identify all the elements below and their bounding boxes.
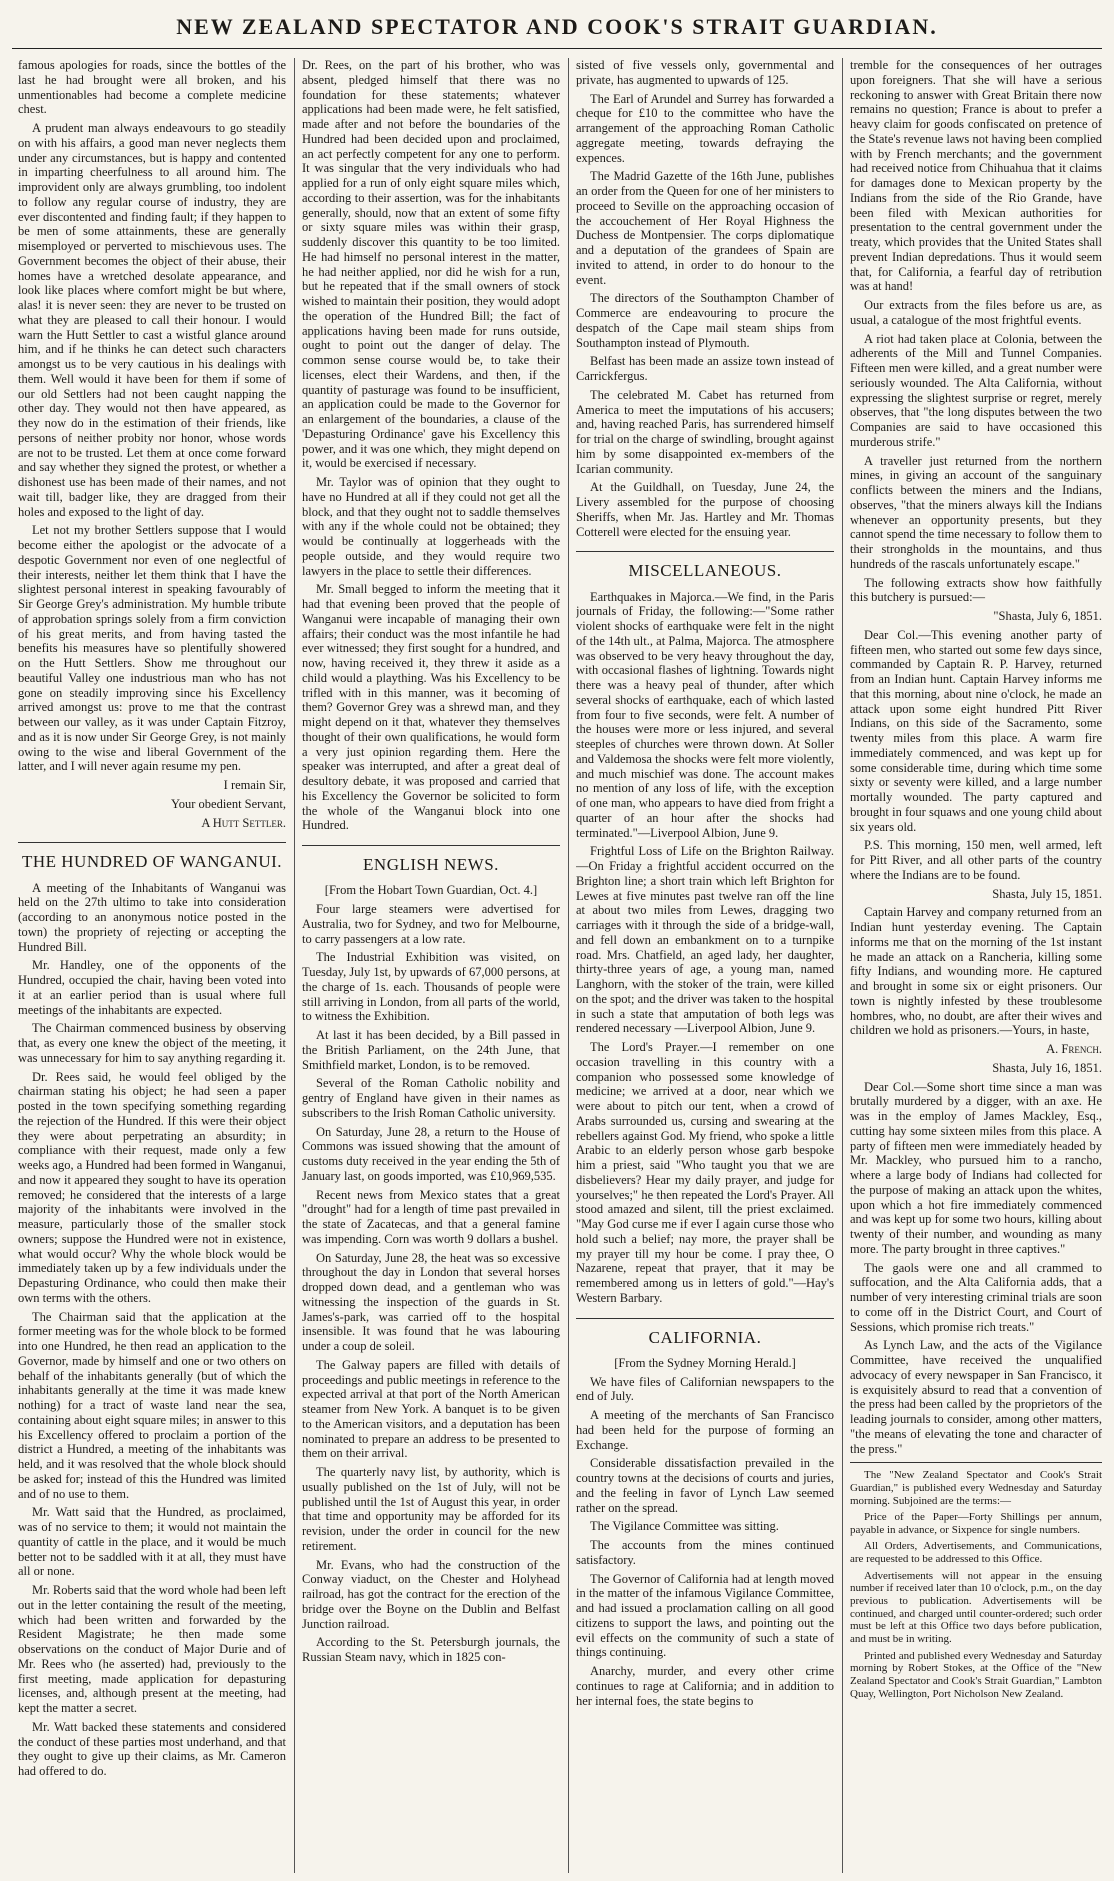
section-heading: ENGLISH NEWS.	[302, 845, 560, 875]
paragraph: Belfast has been made an assize town instead of Carrickfergus.	[576, 354, 834, 383]
paragraph: tremble for the consequences of her outrages upon foreigners. That she will have a serious reckoning to answer with Great Britain there now remains no question; France is about to prefer a heavy claim for goods confiscated on pretence of the State's revenue laws not having been complied with by French merchants; and the government had received notice from Chihuahua that it claims for damages done to Mexican property by the Indians from the side of the Rio Grande, have been filed with Mexican authorities for presentation to the central government under the treaty, which provides that the United States shall prevent Indian depredations. Thus it would seem that, for California, a fearful day of retribution was at hand!	[850, 58, 1102, 294]
paragraph: Dear Col.—Some short time since a man was brutally murdered by a digger, with an axe. He was in the employ of James Mackley, Esq., cutting hay some sixteen miles from this place. A party of fifteen men were immediately headed by Mr. Mackley, who pursued him to a rancho, where a large body of Indians had collected for the purpose of making an attack upon the whites, upon which a hot fire immediately commenced and was kept up for some two hours, killing about twenty of their number, and wounding as many more. The party brought in three captives."	[850, 1079, 1102, 1256]
paragraph: Dear Col.—This evening another party of fifteen men, who started out some few days since, commanded by Captain R. P. Harvey, returned from an Indian hunt. Captain Harvey informs me that this morning, about nine o'clock, he made an attack upon some eight hundred Pitt River Indians, on this side of the Sacramento, some twenty miles from this place. A warm fire immediately commenced, and was kept up for some considerable time, during which time some sixty or seventy were killed, and a large number mortally wounded. The party captured and brought in four squaws and one young child about six years old.	[850, 627, 1102, 834]
paragraph: A meeting of the merchants of San Francisco had been held for the purpose of forming an Exchange.	[576, 1408, 834, 1452]
masthead: NEW ZEALAND SPECTATOR AND COOK'S STRAIT GUARDIAN.	[176, 14, 938, 39]
paragraph: At last it has been decided, by a Bill passed in the British Parliament, on the 24th June, that Smithfield market, London, is to be removed.	[302, 1028, 560, 1072]
column-rule-2	[568, 58, 569, 1873]
column-rule-3	[842, 58, 843, 1873]
dateline: Shasta, July 15, 1851.	[992, 886, 1102, 901]
paragraph: We have files of Californian newspapers to the end of July.	[576, 1374, 834, 1404]
paragraph: On Saturday, June 28, a return to the House of Commons was issued showing that the amount of customs duty received in the year ending the 5th of January last, on goods imported, was £10,969,535.	[302, 1124, 560, 1183]
paragraph: The Galway papers are filled with details of proceedings and public meetings in reference to the expected arrival at that port of the North American steamer from New York. A banquet is to be given to the American visitors, and a deputation has been nominated to prepare an address to be presented to them on their arrival.	[302, 1357, 560, 1461]
column-3	[576, 58, 834, 1873]
letter-closing: Your obedient Servant,	[170, 796, 286, 811]
paragraph: Dr. Rees, on the part of his brother, who was absent, pledged himself that there was no foundation for these statements; whatever applications had been made were, he felt satisfied, made after and not before the boundaries of the Hundred had been decided upon and proclaimed, an act perfectly competent for any one to perform. It was singular that the very individuals who had applied for a run of only eight square miles which, according to their assertion, was for the inhabitants generally, should, now that an extent of some fifty or sixty square miles was within their grasp, suddenly discover this quantity to be too limited. He had himself no personal interest in the matter, he had neither applied, nor did he wish for a run, but he repeated that if the small owners of stock wished to maintain their position, they would adopt the operation of the Hundred Bill; the fact of applications having been made for runs outside, ought to point out the danger of delay. The common sense course would be, to take their licenses, elect their Wardens, and then, if the quantity of pasturage was found to be insufficient, an application could be made to the Governor for an enlargement of the boundaries, a clause of the 'Depasturing Ordinance' gave his Excellency this power, and it was one which, they might depend on it, would be exercised if necessary.	[302, 58, 560, 471]
column-4	[850, 58, 1102, 1873]
source-line: [From the Sydney Morning Herald.]	[614, 1355, 796, 1370]
column-1	[18, 58, 286, 1873]
paragraph: Mr. Small begged to inform the meeting that it had that evening been proved that the people of Wanganui were incapable of managing their own affairs; their conduct was the most infantile he had ever witnessed; they first sought for a hundred, and now, having received it, they threw it aside as a child would a plaything. Was his Excellency to be trifled with in this manner, was it becoming of them? Governor Grey was a shrewd man, and they might depend on it that, whatever they themselves thought of their own qualifications, he would form a very just opinion regarding them. Here the speaker was interrupted, and after a great deal of desultory debate, it was proposed and carried that his Excellency the Governor be solicited to form the whole of the Wanganui block into one Hundred.	[302, 582, 560, 833]
paragraph: Dr. Rees said, he would feel obliged by the chairman stating his object; he had seen a paper posted in the town specifying something regarding the rejection of the Hundred. If this were their object they were about perpetrating an absurdity; in compliance with their request, made only a few weeks ago, a Hundred had been formed in Wanganui, and now it appeared they sought to have its operation removed; he considered that the interests of a large majority of the inhabitants were involved in the measure, particularly those of the smaller stock owners; suppose the Hundred were not in existence, what would occur? Why the whole block would be immediately taken up by a few individuals under the Depasturing Ordinance, who could then make their own terms with the others.	[18, 1069, 286, 1305]
imprint-line: All Orders, Advertisements, and Communications, are requested to be addressed to this Office.	[850, 1540, 1102, 1566]
paragraph: The Earl of Arundel and Surrey has forwarded a cheque for £10 to the committee who have the arrangement of the approaching Roman Catholic aggregate meeting, towards defraying the expences.	[576, 91, 834, 165]
paragraph: As Lynch Law, and the acts of the Vigilance Committee, have received the unqualified advocacy of every newspaper in San Francisco, it is exquisitely absurd to read that a convention of the press had been called by the proprietors of the leading journals to consider, among other matters, "the means of elevating the tone and character of the press."	[850, 1338, 1102, 1456]
paragraph: A meeting of the Inhabitants of Wanganui was held on the 27th ultimo to take into consideration (according to an anonymous notice posted in the town) the propriety of rejecting or accepting the Hundred Bill.	[18, 880, 286, 954]
section-heading: THE HUNDRED OF WANGANUI.	[18, 842, 286, 872]
paragraph: Mr. Handley, one of the opponents of the Hundred, occupied the chair, having been voted into it at an earlier period than is usual where full meetings of the inhabitants are expected.	[18, 958, 286, 1017]
paragraph: Mr. Roberts said that the word whole had been left out in the letter containing the result of the meeting, which had been written and forwarded by the Resident Magistrate; he then made some observations on the conduct of Major Durie and of Mr. Rees who (he asserted) had, previously to the first meeting, made application for depasturing licenses, and, although present at the meeting, had kept the matter a secret.	[18, 1583, 286, 1715]
publication-imprint	[850, 1462, 1102, 1700]
letter-closing: I remain Sir,	[223, 778, 286, 792]
masthead-rule	[12, 48, 1102, 49]
column-2	[302, 58, 560, 1873]
paragraph: The celebrated M. Cabet has returned from America to meet the imputations of his accusers; and, having reached Paris, has surrendered himself for trial on the charge of swindling, brought against him by some disappointed ex-members of the Icarian community.	[576, 387, 834, 476]
paragraph: The Madrid Gazette of the 16th June, publishes an order from the Queen for one of her ministers to proceed to Seville on the approaching occasion of the accouchement of Her Royal Highness the Duchess de Montpensier. The corps diplomatique and a deputation of the grandees of Spain are invited to attend, in order to do honour to the event.	[576, 169, 834, 287]
paragraph: Mr. Taylor was of opinion that they ought to have no Hundred at all if they could not get all the block, and that they ought not to saddle themselves with any if the whole could not be obtained; they would be continually at loggerheads with the people outside, and they would require two lawyers in the place to settle their differences.	[302, 475, 560, 578]
paragraph: At the Guildhall, on Tuesday, June 24, the Livery assembled for the purpose of choosing Sheriffs, when Mr. Jas. Hartley and Mr. Thomas Cotterell were elected for the ensuing year.	[576, 480, 834, 539]
paragraph: Several of the Roman Catholic nobility and gentry of England have given in their names as subscribers to the Irish Roman Catholic university.	[302, 1076, 560, 1120]
paragraph: A traveller just returned from the northern mines, in giving an account of the sanguinary conflicts between the miners and the Indians, observes, "that the miners always kill the Indians whenever an opportunity presents, but they cannot spend the time necessary to follow them to their strongholds in the mountains, and thus hundreds of the rascals unfortunately escape."	[850, 453, 1102, 571]
paragraph: Mr. Evans, who had the construction of the Conway viaduct, on the Chester and Holyhead railroad, has got the contract for the erection of the bridge over the Boyne on the Dublin and Belfast Junction railroad.	[302, 1557, 560, 1631]
paragraph: A riot had taken place at Colonia, between the adherents of the Mill and Tunnel Companies. Fifteen men were killed, and a great number were seriously wounded. The Alta California, without expressing the slightest surprise or regret, merely observes, that "the long disputes between the two Companies are said to have occasioned this murderous strife."	[850, 331, 1102, 449]
section-heading: MISCELLANEOUS.	[576, 551, 834, 581]
paragraph: Considerable dissatisfaction prevailed in the country towns at the decisions of courts and juries, and the feeling in favor of Lynch Law seemed rather on the spread.	[576, 1456, 834, 1515]
source-line: [From the Hobart Town Guardian, Oct. 4.]	[324, 883, 538, 898]
imprint-line: The "New Zealand Spectator and Cook's Strait Guardian," is published every Wednesday and Saturday morning. Subjoined are the terms:—	[850, 1469, 1102, 1507]
paragraph: Recent news from Mexico states that a great "drought" had for a length of time past prevailed in the state of Zacatecas, and that a general famine was impending. Corn was worth 9 dollars a bushel.	[302, 1187, 560, 1246]
paragraph: The Chairman said that the application at the former meeting was for the whole block to be formed into one Hundred, he then read an application to the Governor, made by himself and one or two others on behalf of the inhabitants generally (but of which the inhabitants generally at the time it was made knew nothing) for a tract of waste land near the sea, containing about eight square miles; in answer to this his Excellency offered to proclaim a portion of the district a Hundred, a meeting of the inhabitants was held, and it was resolved that the whole block should be asked for; instead of this the Hundred was limited and of no use to them.	[18, 1309, 286, 1501]
letter-signature: A. French.	[1046, 1042, 1102, 1056]
paragraph: P.S. This morning, 150 men, well armed, left for Pitt River, and all other parts of the country where the Indians are to be found.	[850, 838, 1102, 882]
paragraph: Earthquakes in Majorca.—We find, in the Paris journals of Friday, the following:—"Some rather violent shocks of earthquake were felt in the night of the 14th ult., at Palma, Majorca. The atmosphere was observed to be very heavy throughout the day, with occasional flashes of lightning. Towards night there was a heavy peal of thunder, after which several shocks of earthquake, each of which lasted from four to five seconds, were felt. A number of the houses were more or less injured, and several steeples of churches were thrown down. At Soller and Valdemosa the shocks were felt more violently, and much mischief was done. The account makes no mention of any loss of life, with the exception of one man, who appears to have died from fright a quarter of an hour after the shocks had terminated."—Liverpool Albion, June 9.	[576, 589, 834, 840]
paragraph: Frightful Loss of Life on the Brighton Railway.—On Friday a frightful accident occurred on the Brighton line; a short train which left Brighton for Lewes at five minutes past twelve ran off the line at about two miles from Lewes, dragging two carriages with it through the side of a bridge-wall, and fell down an embankment on to a turnpike road. Mrs. Chatfield, an aged lady, her daughter, thirty-three years of age, a young man, named Langhorn, with the stoker of the train, were killed on the spot; and the driver was taken to the hospital in such a state that amputation of both legs was rendered necessary —Liverpool Albion, June 9.	[576, 844, 834, 1036]
paragraph: sisted of five vessels only, governmental and private, has augmented to upwards of 125.	[576, 58, 834, 87]
paragraph: The directors of the Southampton Chamber of Commerce are endeavouring to procure the despatch of the Cape mail steam ships from Southampton instead of Plymouth.	[576, 291, 834, 350]
paragraph: Captain Harvey and company returned from an Indian hunt yesterday evening. The Captain informs me that on the morning of the 1st instant he made an attack on a Rancheria, killing some fifty Indians, and wounding more. He captured and brought in some six or eight prisoners. Our town is nightly infested by these troublesome hombres, who, no doubt, are after their wives and children we hold as prisoners.—Yours, in haste,	[850, 905, 1102, 1038]
paragraph: Our extracts from the files before us are, as usual, a catalogue of the most frightful events.	[850, 298, 1102, 327]
paragraph: Mr. Watt said that the Hundred, as proclaimed, was of no service to them; it would not maintain the quantity of cattle in the place, and it would be much better not to be saddled with it at all, they must have all or none.	[18, 1505, 286, 1579]
paragraph: The Industrial Exhibition was visited, on Tuesday, July 1st, by upwards of 67,000 persons, at the charge of 1s. each. Thousands of people were still arriving in London, from all parts of the world, to witness the Exhibition.	[302, 950, 560, 1024]
paragraph: According to the St. Petersburgh journals, the Russian Steam navy, which in 1825 con-	[302, 1635, 560, 1664]
paragraph: The Lord's Prayer.—I remember on one occasion travelling in this country with a companion who possessed some knowledge of medicine; we arrived at a door, near which we were about to pitch our tent, when a crowd of Arabs surrounded us, cursing and swearing at the rebellers against God. My friend, who spoke a little Arabic to an elderly person whose garb bespoke him a priest, said "Who taught you that we are disbelievers? Hear my daily prayer, and judge for yourselves;" he then repeated the Lord's Prayer. All stood amazed and silent, till the priest exclaimed. "May God curse me if ever I again curse those who hold such a belief; nay more, the prayer shall be my prayer till my hour be come. I pray thee, O Nazarene, repeat that prayer, that it may be remembered among us in letters of gold."—Hay's Western Barbary.	[576, 1040, 834, 1305]
imprint-line: Advertisements will not appear in the ensuing number if received later than 10 o'clock, p.m., on the day previous to publication. Advertisements will be continued, and charged until counter-ordered; such order must be left at this Office two days before publication, and must be in writing.	[850, 1569, 1102, 1645]
paragraph: Anarchy, murder, and every other crime continues to rage at California; and in addition to her internal foes, the state begins to	[576, 1664, 834, 1708]
section-heading: CALIFORNIA.	[576, 1318, 834, 1348]
paragraph: A prudent man always endeavours to go steadily on with his affairs, a good man never neglects them under any circumstances, but is happy and contented in imparting cheerfulness to all around him. The improvident only are always grumbling, too indolent to follow any regular course of industry, they are ever discontented and finding fault; if they happen to be men of some attainments, these are generally misemployed or perverted to mischievous uses. The Government becomes the object of their abuse, their homes have a wretched desolate appearance, and look like places where comfort might be but where, alas! it is never seen: they are never to be trusted on what they are pleased to call their honour. I would warn the Hutt Settler to cast a wistful glance around him, and if he thinks he can detect such characters amongst us to be very cautious in his dealings with them. Well would it have been for them if some of our old Settlers had not been caught napping the other day. They would not then have appeared, as they now do in the estimation of their friends, like persons of neither probity nor honor, whose words are not to be trusted. Let them at once come forward and say whether they signed the protest, or whether a dishonest use has been made of their names, and not wait till, badger like, they are dragged from their holes and exposed to the light of day.	[18, 121, 286, 519]
paragraph: The quarterly navy list, by authority, which is usually published on the 1st of July, will not be published until the 1st of August this year, in order that time and opportunity may be afforded for its revision, under the order in council for the new retirement.	[302, 1465, 560, 1553]
paragraph: The Chairman commenced business by observing that, as every one knew the object of the meeting, it was unnecessary for him to say anything regarding it.	[18, 1021, 286, 1065]
dateline: Shasta, July 16, 1851.	[992, 1060, 1102, 1075]
dateline: "Shasta, July 6, 1851.	[993, 609, 1102, 623]
paragraph: Let not my brother Settlers suppose that I would become either the apologist or the advocate of a despotic Government nor even of one neglectful of their interests, neither let them think that I have the slightest personal interest in speaking favourably of Sir George Grey's administration. My humble tribute of approbation springs solely from a firm conviction of his great merits, and from having tasted the benefits his measures have so plentifully showered on the Hutt Settlers. Show me throughout our beautiful Valley one industrious man who has not gone on steadily improving since his Excellency arrived amongst us: prove to me that the contrast between our valley, as it was under Captain Fitzroy, and as it is now under Sir George Grey, is not mainly owing to the wise and liberal Government of the latter, and I will never again resume my pen.	[18, 523, 286, 774]
paragraph: The gaols were one and all crammed to suffocation, and the Alta California adds, that a number of very interesting criminal trials are soon to come off in the District Court, and Court of Sessions, which promise rich treats."	[850, 1260, 1102, 1334]
paragraph: famous apologies for roads, since the bottles of the last he had brought were all broken, and his unmentionables had become a complete medicine chest.	[18, 58, 286, 117]
paragraph: The Governor of California had at length moved in the matter of the infamous Vigilance Committee, and had issued a proclamation calling on all good citizens to support the laws, and pointing out the evil effects on the community of such a state of things continuing.	[576, 1571, 834, 1660]
paragraph: Mr. Watt backed these statements and considered the conduct of these parties most underhand, and that they ought to give up their claims, as Mr. Cameron had offered to do.	[18, 1719, 286, 1778]
paragraph: Four large steamers were advertised for Australia, two for Sydney, and two for Melbourne, to carry passengers at a low rate.	[302, 902, 560, 946]
column-rule-1	[294, 58, 295, 1873]
imprint-line: Price of the Paper—Forty Shillings per annum, payable in advance, or Sixpence for single numbers.	[850, 1511, 1102, 1536]
paragraph: The accounts from the mines continued satisfactory.	[576, 1538, 834, 1567]
imprint-line: Printed and published every Wednesday and Saturday morning by Robert Stokes, at the Office of the "New Zealand Spectator and Cook's Strait Guardian," Lambton Quay, Wellington, Port Nicholson New Zealand.	[850, 1649, 1102, 1700]
paragraph: On Saturday, June 28, the heat was so excessive throughout the day in London that several horses dropped down dead, and a gentleman who was witnessing the inspection of the guards in St. James's-park, was carried off to the hospital insensible. It was found that he was labouring under a coup de soleil.	[302, 1250, 560, 1353]
paragraph: The following extracts show how faithfully this butchery is pursued:—	[850, 575, 1102, 605]
letter-signature: A Hutt Settler.	[201, 815, 286, 830]
paragraph: The Vigilance Committee was sitting.	[590, 1519, 779, 1534]
